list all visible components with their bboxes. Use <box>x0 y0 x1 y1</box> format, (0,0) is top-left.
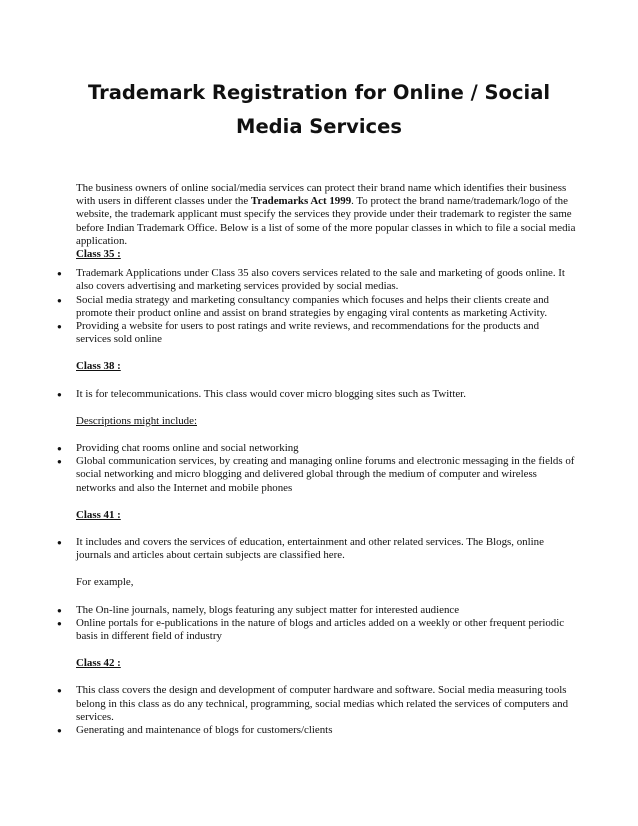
list-item-text: The On-line journals, namely, blogs featuring any subject matter for interested audience <box>76 603 460 616</box>
class-42-list <box>57 684 576 737</box>
list-item-text: Online portals for e-publications in the nature of blogs and articles added on a weekly or other frequent periodic basis in different field of industry <box>76 616 565 643</box>
list-item <box>57 684 576 724</box>
trademarks-act-reference: Trademarks Act 1999 <box>250 195 352 208</box>
list-item-text: This class covers the design and development of computer hardware and software. Social media measuring tools belong in this class as do any technical, programming, social medias which related the services of computers and services. <box>76 684 569 723</box>
list-item <box>57 293 576 320</box>
list-item-text: Trademark Applications under Class 35 also covers services related to the sale and marketing of goods online. It also covers advertising and marketing services provided by social medias. <box>76 267 565 293</box>
list-item <box>57 603 576 617</box>
class-41-examples-list <box>57 603 576 644</box>
list-item-text: Generating and maintenance of blogs for customers/clients <box>76 724 333 737</box>
bullet-icon: ● <box>57 269 62 279</box>
class-41-heading: Class 41 : <box>76 508 121 521</box>
list-item-text: It is for telecommunications. This class would cover micro blogging sites such as Twitter. <box>76 387 466 400</box>
class-38-descriptions-list <box>57 442 576 495</box>
for-example-label: For example, <box>76 576 134 589</box>
class-38-heading: Class 38 : <box>76 360 121 373</box>
class-35-list <box>57 267 576 346</box>
bullet-icon: ● <box>57 322 62 332</box>
intro-paragraph <box>76 182 576 248</box>
class-35-heading: Class 35 : <box>76 248 121 261</box>
title-line-2: Media Services <box>236 115 402 138</box>
class-42-heading: Class 42 : <box>76 657 121 670</box>
bullet-icon: ● <box>57 686 62 696</box>
intro-text-1: The business owners of online social/media services can protect their brand name which identifies their business with users in different classes under the <box>76 182 567 208</box>
list-item <box>57 387 576 401</box>
descriptions-heading: Descriptions might include: <box>76 414 197 427</box>
list-item <box>57 455 576 495</box>
list-item <box>57 616 576 643</box>
list-item <box>57 320 576 346</box>
bullet-icon: ● <box>57 295 62 305</box>
bullet-icon: ● <box>57 538 62 548</box>
list-item-text: Providing chat rooms online and social networking <box>76 442 299 455</box>
list-item <box>57 536 576 562</box>
title-line-1: Trademark Registration for Online / Social <box>87 81 551 104</box>
list-item <box>57 724 576 737</box>
list-item-text: Providing a website for users to post ratings and write reviews, and recommendations for the products and services sold online <box>76 320 540 346</box>
list-item-text: It includes and covers the services of education, entertainment and other related services. The Blogs, online journals and articles about certain subjects are classified here. <box>76 536 544 562</box>
list-item <box>57 442 576 455</box>
bullet-icon: ● <box>57 444 62 454</box>
list-item-text: Social media strategy and marketing consultancy companies which focuses and helps their clients create and promote their product online and assist on brand strategies by engaging viral contents as marketing Activity. <box>76 293 549 319</box>
class-41-list <box>57 536 576 562</box>
bullet-icon: ● <box>57 389 62 399</box>
class-38-list <box>57 387 576 401</box>
bullet-icon: ● <box>57 605 62 615</box>
bullet-icon: ● <box>57 457 62 467</box>
list-item-text: Global communication services, by creating and managing online forums and electronic messaging in the fields of social networking and micro blogging and delivered global through the medium of computer and wireless networks and also the Internet and mobile phones <box>76 455 575 494</box>
document-title <box>40 76 598 144</box>
intro-text-2: . To protect the brand name/trademark/logo of the website, the trademark applicant must specify the services they provide under their trademark to register the same before Indian Trademark Office. Below is a list of some of the more popular classes in which to file a social media application. <box>76 195 576 247</box>
bullet-icon: ● <box>57 618 62 628</box>
list-item <box>57 267 576 293</box>
bullet-icon: ● <box>57 726 62 736</box>
document-body <box>57 182 576 737</box>
